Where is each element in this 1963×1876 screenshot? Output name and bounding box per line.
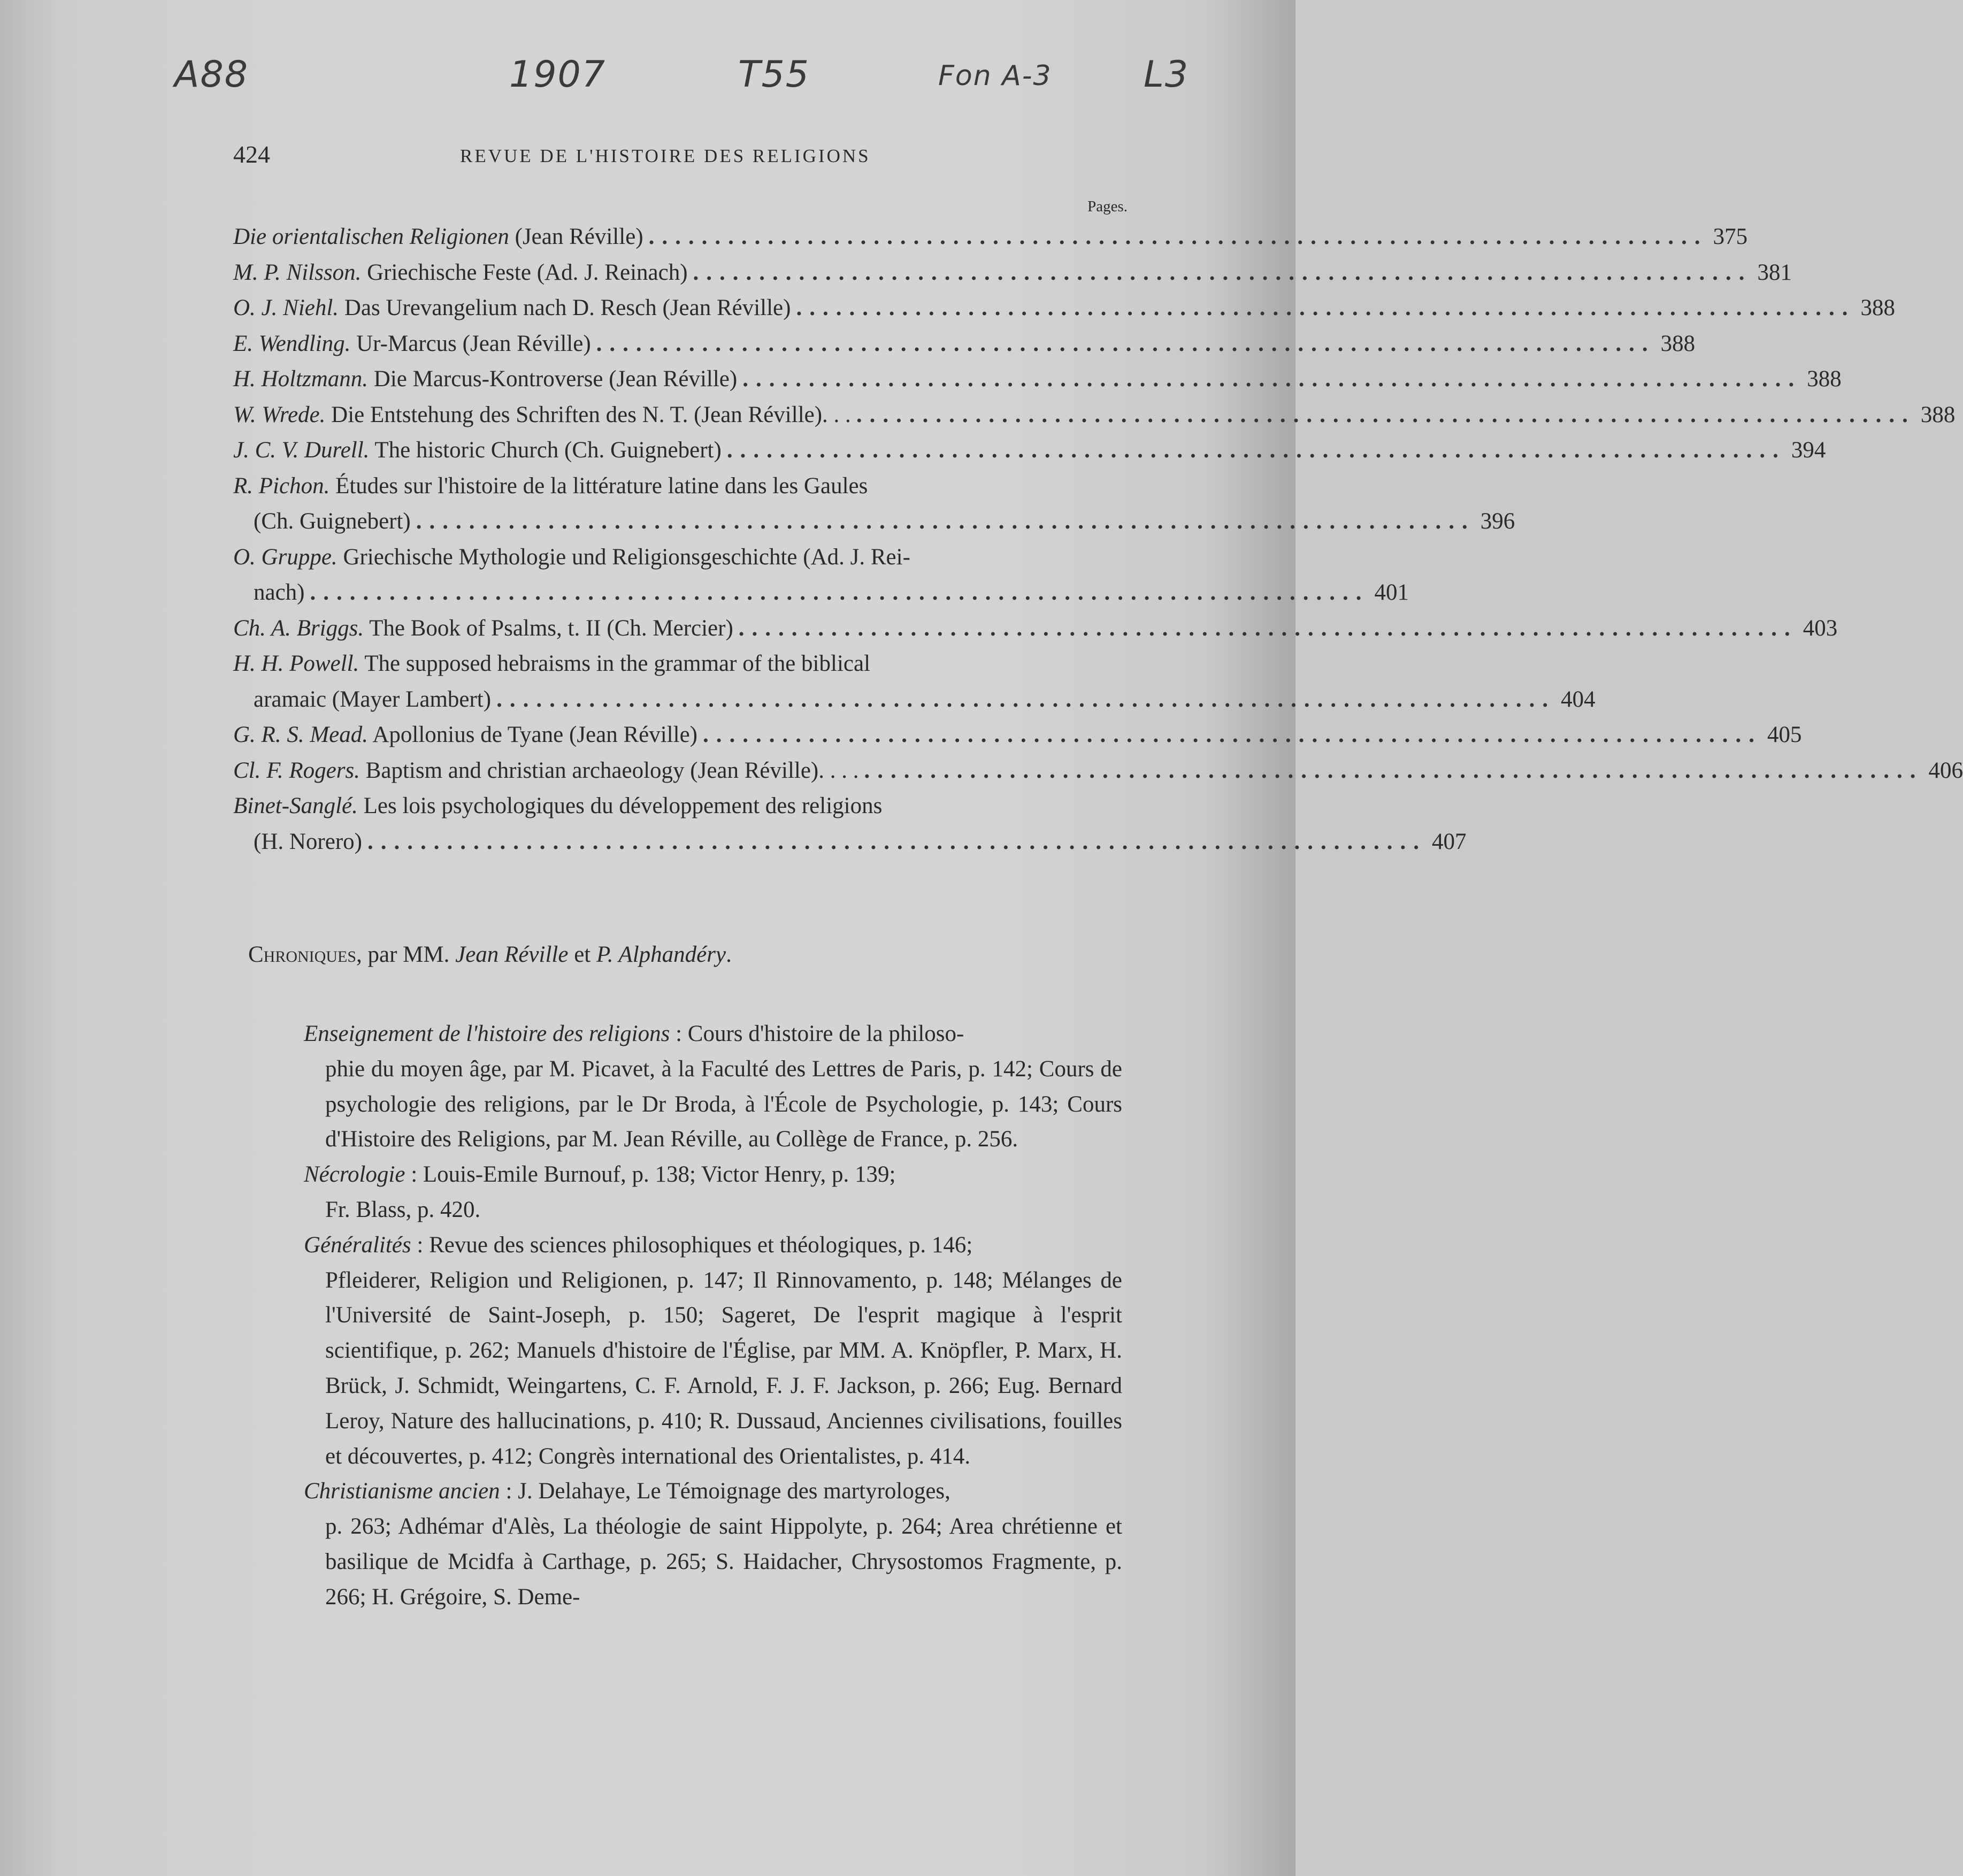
- section-first-line: : Cours d'histoire de la philoso-: [670, 1021, 964, 1046]
- toc-entry-title: Das Urevangelium nach D. Resch (Jean Réville): [339, 295, 791, 320]
- toc-entry-title: Die Entstehung des Schriften des N. T. (Jean Réville). . .: [325, 402, 851, 427]
- toc-entry-continuation: (H. Norero): [254, 829, 362, 854]
- running-title: REVUE DE L'HISTOIRE DES RELIGIONS: [460, 146, 871, 166]
- leader-dots: ................................................................................: [367, 829, 1427, 854]
- pages-column-label: Pages.: [1087, 198, 1128, 215]
- toc-entry: [233, 469, 1515, 540]
- chronique-section: [304, 1228, 1122, 1474]
- chronique-section: [304, 1157, 1122, 1228]
- toc-entry: [233, 717, 1802, 753]
- toc-entry: [233, 290, 1895, 326]
- leader-dots: ................................................................................: [310, 580, 1369, 605]
- toc-entry-title: Baptism and christian archaeology (Jean Réville). . . .: [359, 757, 859, 783]
- toc-entry-author: Die orientalischen Religionen: [233, 224, 509, 249]
- page-number: 424: [233, 141, 270, 168]
- toc-entry: [233, 611, 1838, 647]
- leader-dots: ................................................................................: [796, 295, 1855, 320]
- toc-entry-page: 396: [1480, 509, 1515, 534]
- toc-entry: [233, 326, 1696, 362]
- chronique-section: [304, 1016, 1122, 1157]
- handwritten-annotation: L3: [1144, 53, 1190, 96]
- toc-entry-page: 407: [1431, 829, 1467, 854]
- chroniques-author: P. Alphandéry: [596, 942, 726, 967]
- toc-entries: [233, 219, 1963, 860]
- chroniques-heading: [248, 941, 732, 968]
- section-label: Nécrologie: [304, 1162, 405, 1188]
- section-first-line: : Revue des sciences philosophiques et théologiques, p. 146;: [411, 1232, 973, 1258]
- toc-entry-author: W. Wrede.: [233, 402, 326, 427]
- leader-dots: ................................................................................: [742, 366, 1802, 392]
- toc-entry-author: Cl. F. Rogers.: [233, 757, 360, 783]
- leader-dots: ................................................................................: [416, 509, 1475, 534]
- section-body: Pfleiderer, Religion und Religionen, p. 147; Il Rinnovamento, p. 148; Mélanges de l'Université de Saint-Joseph, p. 150; Sageret, De l'esprit magique à l'esprit scientifique, p. 262; Manuels d'histoire de l'Église, par MM. A. Knöpfler, P. Marx, H. Brück, J. Schmidt, Weingartens, C. F. Arnold, F. J. F. Jackson, p. 266; Eug. Bernard Leroy, Nature des hallucinations, p. 410; R. Dussaud, Anciennes civilisations, fouilles et découvertes, p. 412; Congrès international des Orientalistes, p. 414.: [325, 1267, 1122, 1469]
- section-first-line: : J. Delahaye, Le Témoignage des martyrologes,: [500, 1479, 950, 1504]
- toc-entry: [233, 753, 1963, 789]
- toc-entry: [233, 433, 1826, 469]
- toc-entry-page: 406: [1928, 757, 1963, 783]
- toc-entry-author: H. H. Powell.: [233, 651, 359, 676]
- chroniques-author: Jean Réville: [455, 942, 569, 967]
- toc-entry: [233, 219, 1748, 255]
- toc-entry-continuation: (Ch. Guignebert): [254, 509, 411, 534]
- handwritten-annotation: 1907: [509, 53, 607, 96]
- chroniques-sections: [304, 1016, 1122, 1615]
- leader-dots: ................................................................................: [738, 615, 1798, 641]
- section-label: Christianisme ancien: [304, 1479, 500, 1504]
- section-body: Fr. Blass, p. 420.: [325, 1197, 481, 1222]
- toc-entry-author: M. P. Nilsson.: [233, 259, 362, 285]
- toc-entry-title: Griechische Feste (Ad. J. Reinach): [361, 259, 688, 285]
- toc-entry-author: Binet-Sanglé.: [233, 793, 358, 818]
- toc-entry-page: 405: [1767, 722, 1802, 747]
- toc-entry-author: G. R. S. Mead.: [233, 722, 368, 747]
- table-of-contents: [233, 198, 1963, 860]
- toc-entry-continuation: nach): [254, 580, 305, 605]
- leader-dots: ................................................................................: [726, 438, 1786, 463]
- leader-dots: ................................................................................: [496, 686, 1556, 712]
- toc-entry-title: The historic Church (Ch. Guignebert): [369, 438, 722, 463]
- handwritten-annotation: Fon A-3: [938, 60, 1052, 92]
- handwritten-annotation: A88: [174, 53, 249, 96]
- toc-entry-title: Ur-Marcus (Jean Réville): [350, 331, 591, 356]
- toc-entry-page: 388: [1860, 295, 1895, 320]
- section-first-line: : Louis-Emile Burnouf, p. 138; Victor Henry, p. 139;: [405, 1162, 896, 1188]
- chronique-section: [304, 1474, 1122, 1614]
- toc-entry-continuation: aramaic (Mayer Lambert): [254, 686, 492, 712]
- toc-entry: [233, 362, 1842, 397]
- toc-entry-page: 401: [1374, 580, 1409, 605]
- toc-entry-author: O. Gruppe.: [233, 544, 338, 570]
- toc-entry: [233, 255, 1792, 291]
- toc-entry-title: Études sur l'histoire de la littérature latine dans les Gaules: [329, 473, 868, 499]
- toc-entry-author: O. J. Niehl.: [233, 295, 339, 320]
- toc-entry-page: 375: [1713, 224, 1748, 249]
- toc-entry: [233, 788, 1467, 860]
- toc-entry-page: 394: [1791, 438, 1826, 463]
- toc-entry-author: H. Holtzmann.: [233, 366, 369, 392]
- toc-entry-author: Ch. A. Briggs.: [233, 615, 364, 641]
- toc-entry-author: J. C. V. Durell.: [233, 438, 370, 463]
- leader-dots: ................................................................................: [864, 757, 1923, 783]
- section-body: phie du moyen âge, par M. Picavet, à la Faculté des Lettres de Paris, p. 142; Cours de psychologie des religions, par le Dr Broda, à l'École de Psychologie, p. 143; Cours d'Histoire des Religions, par M. Jean Réville, au Collège de France, p. 256.: [325, 1056, 1122, 1152]
- chroniques-end: .: [726, 942, 732, 967]
- toc-entry-title: (Jean Réville): [509, 224, 643, 249]
- toc-entry-author: R. Pichon.: [233, 473, 330, 499]
- toc-entry-page: 388: [1660, 331, 1696, 356]
- leader-dots: ................................................................................: [693, 259, 1752, 285]
- toc-entry: [233, 646, 1596, 717]
- toc-entry-page: 403: [1803, 615, 1838, 641]
- chroniques-et: et: [568, 942, 596, 967]
- toc-entry-page: 388: [1807, 366, 1842, 392]
- section-label: Enseignement de l'histoire des religions: [304, 1021, 670, 1046]
- toc-entry-title: Les lois psychologiques du développement des religions: [357, 793, 883, 818]
- chroniques-par: , par MM.: [356, 942, 456, 967]
- toc-entry-page: 404: [1561, 686, 1596, 712]
- section-label: Généralités: [304, 1232, 411, 1258]
- handwritten-annotation: T55: [738, 53, 810, 96]
- section-body: p. 263; Adhémar d'Alès, La théologie de saint Hippolyte, p. 264; Area chrétienne et basilique de Mcidfa à Carthage, p. 265; S. Haidacher, Chrysostomos Fragmente, p. 266; H. Grégoire, S. Deme-: [325, 1514, 1122, 1610]
- toc-entry-page: 381: [1757, 259, 1792, 285]
- toc-entry-title: Griechische Mythologie und Religionsgeschichte (Ad. J. Rei-: [337, 544, 910, 570]
- toc-entry: [233, 540, 1409, 611]
- toc-entry-page: 388: [1920, 402, 1956, 427]
- leader-dots: ................................................................................: [596, 331, 1655, 356]
- toc-entry-title: The Book of Psalms, t. II (Ch. Mercier): [364, 615, 733, 641]
- chroniques-label: Chroniques: [248, 942, 357, 967]
- toc-entry: [233, 397, 1956, 433]
- toc-entry-title: The supposed hebraisms in the grammar of the biblical: [359, 651, 871, 676]
- toc-entry-author: E. Wendling.: [233, 331, 351, 356]
- toc-entry-title: Apollonius de Tyane (Jean Réville): [367, 722, 697, 747]
- leader-dots: ................................................................................: [856, 402, 1915, 427]
- leader-dots: ................................................................................: [648, 224, 1708, 249]
- leader-dots: ................................................................................: [702, 722, 1762, 747]
- toc-entry-title: Die Marcus-Kontroverse (Jean Réville): [368, 366, 738, 392]
